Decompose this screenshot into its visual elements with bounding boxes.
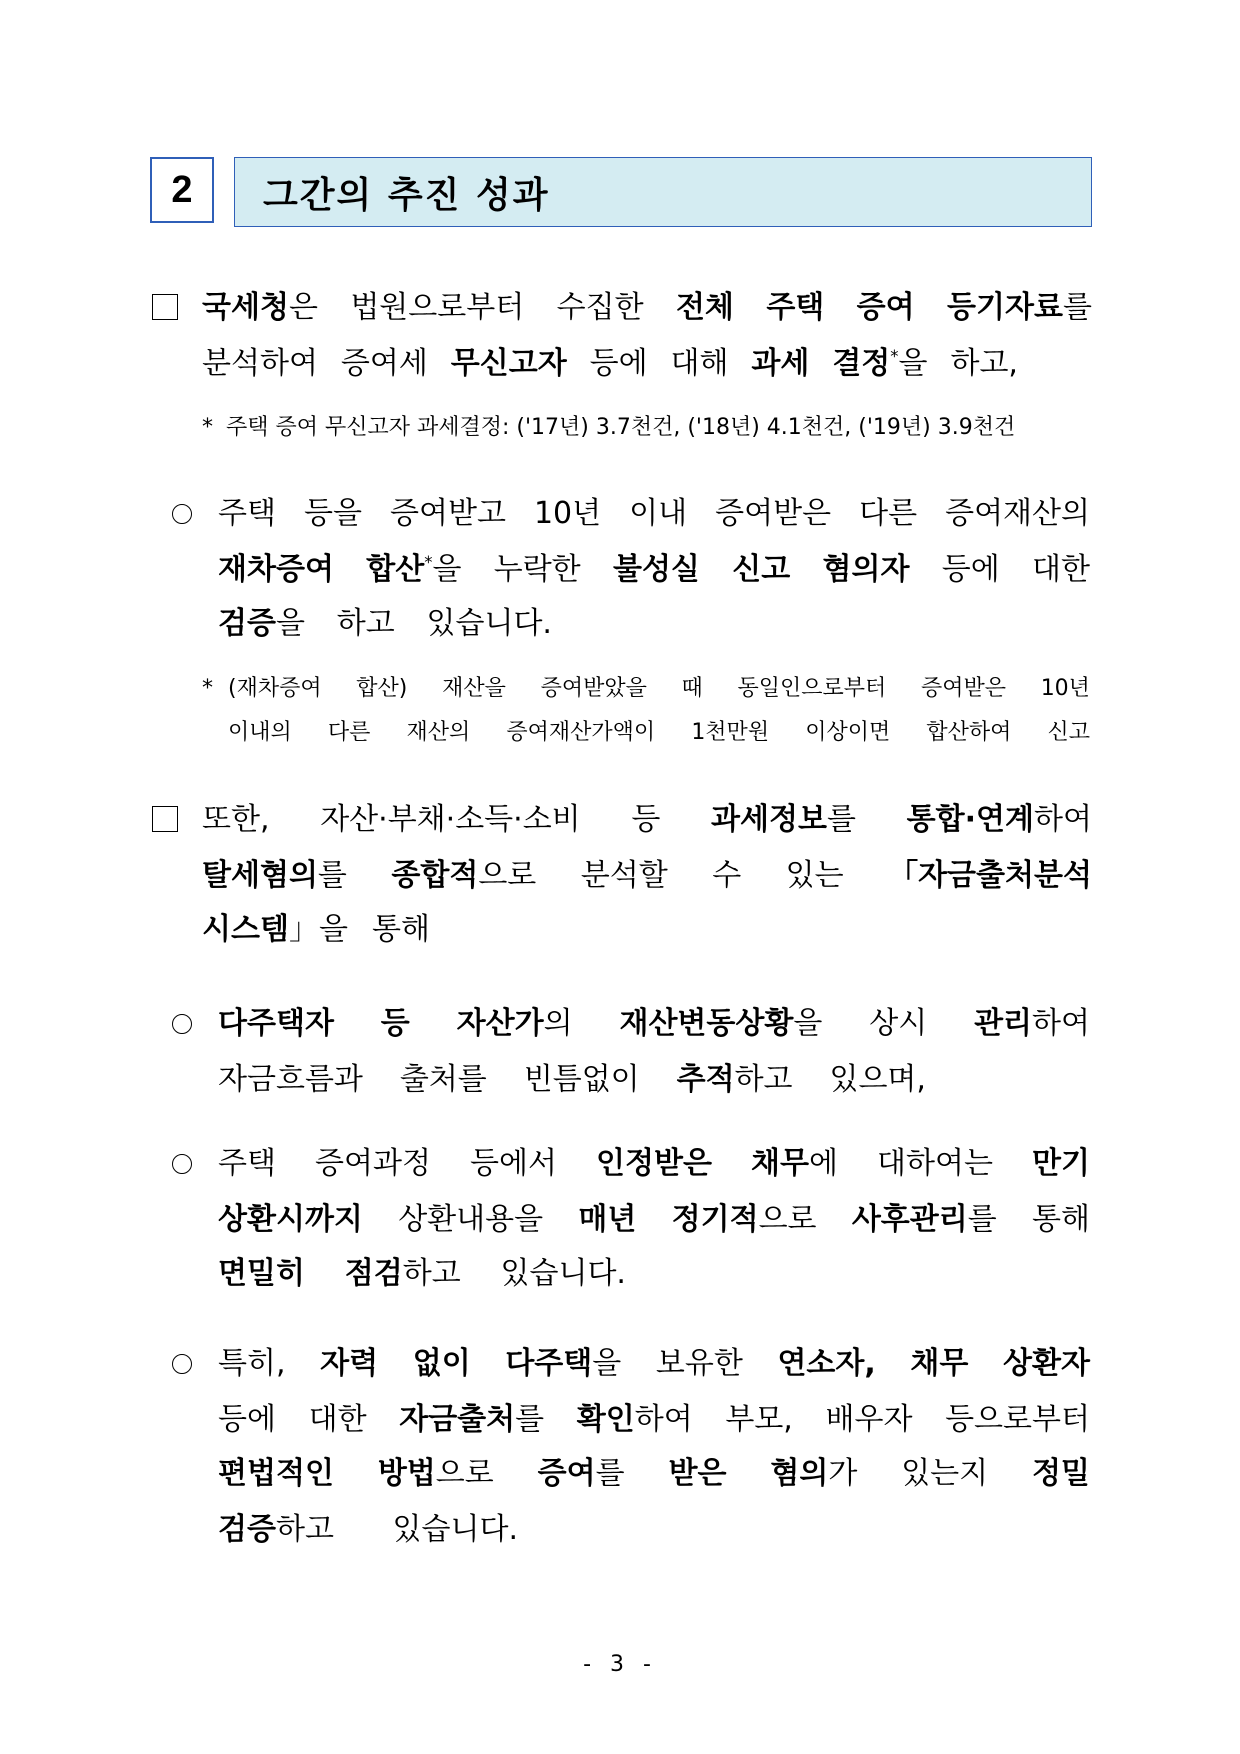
text-run: 의	[543, 1006, 573, 1041]
text-run: 있는	[785, 858, 844, 893]
text-run: 합산	[366, 552, 425, 587]
text-run: 를	[595, 1456, 625, 1491]
text-run: 등에	[589, 346, 648, 381]
text-run: 상환자	[1003, 1346, 1090, 1381]
text-run: 를	[826, 802, 856, 837]
text-run: 신고	[732, 552, 791, 587]
paragraph-line	[202, 288, 1092, 328]
text-run: 대한	[1032, 552, 1090, 587]
text-run: 합산하여	[926, 720, 1012, 745]
text-run: 를	[1062, 290, 1092, 325]
checkbox-bullet	[152, 294, 178, 320]
text-run: 자력	[320, 1346, 379, 1381]
text-run: 관리	[974, 1006, 1033, 1041]
text-run: 대한	[308, 1402, 367, 1437]
paragraph-line	[202, 910, 430, 950]
text-run: 법원으로부터	[350, 290, 525, 325]
text-run: 증여	[537, 1456, 596, 1491]
text-run: 보유한	[655, 1346, 743, 1381]
text-run: 사후관리	[851, 1202, 968, 1237]
text-run: 통해	[372, 912, 430, 947]
text-run: 결정	[832, 346, 891, 381]
text-run: 을	[592, 1346, 622, 1381]
text-run: 혐의자	[822, 552, 910, 587]
paragraph-line	[218, 1344, 1090, 1384]
text-run: 등에	[941, 552, 1000, 587]
page-number: - 3 -	[583, 1652, 657, 1677]
text-run: 주택	[766, 290, 825, 325]
paragraph-line	[218, 1060, 926, 1100]
text-run: 또한,	[202, 802, 270, 837]
text-run: 신고	[1047, 720, 1090, 745]
text-run: 검증	[218, 606, 276, 641]
text-run: 인정받은	[596, 1146, 712, 1181]
footnote-mark: *	[890, 347, 899, 366]
text-run: 상환시까지	[218, 1202, 363, 1237]
paragraph-line	[218, 550, 1090, 590]
text-run: 있습니다.	[392, 1512, 518, 1547]
text-run: 하여	[1032, 1006, 1090, 1041]
text-run: 불성실	[612, 552, 700, 587]
text-run: 다른	[327, 720, 371, 745]
text-run: 하여	[634, 1402, 693, 1437]
text-run: 있는지	[901, 1456, 989, 1491]
text-run: 전체	[675, 290, 734, 325]
text-run: 특히,	[218, 1346, 286, 1381]
section-title: 그간의 추진 성과	[263, 174, 550, 216]
text-run: 있습니다.	[426, 606, 552, 641]
text-run: 10년	[1040, 676, 1090, 701]
text-run: 은	[288, 290, 318, 325]
text-run: 추적	[676, 1062, 735, 1097]
paragraph-line	[202, 856, 1092, 896]
section-number-box	[150, 157, 214, 223]
text-run: 을	[275, 606, 305, 641]
circle-bullet	[172, 504, 192, 524]
text-run: 하고	[275, 1512, 334, 1547]
text-run: 등	[380, 1006, 410, 1041]
text-run: 부모,	[725, 1402, 793, 1437]
text-run: 자산가	[456, 1006, 544, 1041]
text-run: 증여재산의	[945, 496, 1090, 531]
text-run: 등	[631, 802, 661, 837]
text-run: 「자금출처분석	[888, 858, 1092, 893]
text-run: 면밀히	[218, 1256, 305, 1291]
section-number: 2	[171, 168, 193, 211]
paragraph-line	[202, 800, 1092, 840]
text-run: 자금흐름과	[218, 1062, 363, 1097]
text-run: 대하여는	[877, 1146, 993, 1181]
text-run: 때	[681, 676, 703, 701]
note-line	[228, 674, 1090, 704]
text-run: 통합·연계	[906, 802, 1034, 837]
text-run: 등으로부터	[945, 1402, 1090, 1437]
text-run: 받은	[668, 1456, 727, 1491]
text-run: 정밀	[1032, 1456, 1090, 1491]
text-run: 정기적	[671, 1202, 759, 1237]
text-run: 하고	[734, 1062, 793, 1097]
text-run: 증여세	[340, 346, 428, 381]
text-run: 방법	[377, 1456, 436, 1491]
paragraph-line	[218, 494, 1090, 534]
paragraph-line	[218, 1510, 518, 1550]
text-run: 과세	[751, 346, 810, 381]
text-run: 으로	[758, 1202, 817, 1237]
text-run: 증여받고	[390, 496, 506, 531]
text-run: 국세청	[202, 290, 289, 325]
paragraph-line	[218, 1004, 1090, 1044]
text-run: 통해	[1032, 1202, 1090, 1237]
text-run: 매년	[578, 1202, 637, 1237]
text-run: 다주택자	[218, 1006, 334, 1041]
text-run: 빈틈없이	[523, 1062, 640, 1097]
text-run: 하고	[336, 606, 395, 641]
circle-bullet	[172, 1354, 192, 1374]
text-run: 상시	[869, 1006, 928, 1041]
text-run: 자금출처	[399, 1402, 516, 1437]
text-run: 에	[808, 1146, 838, 1181]
text-run: 증여받은	[715, 496, 832, 531]
text-run: 과세정보	[711, 802, 827, 837]
note-text: 주택 증여 무신고자 과세결정: ('17년) 3.7천건, ('18년) 4.1천건, ('19년) 3.9천건	[226, 415, 1016, 440]
text-run: 탈세혐의	[202, 858, 318, 893]
text-run: 혐의	[770, 1456, 829, 1491]
text-run: 으로	[478, 858, 537, 893]
text-run: 10년	[533, 496, 602, 531]
text-run: 」을	[288, 912, 348, 947]
circle-bullet	[172, 1154, 192, 1174]
text-run: 주택	[218, 1146, 276, 1181]
note-asterisk: *	[202, 415, 213, 440]
paragraph-line	[218, 604, 552, 644]
text-run: 재산의	[406, 720, 471, 745]
text-run: 가	[828, 1456, 858, 1491]
text-run: 동일인으로부터	[737, 676, 887, 701]
text-run: 배우자	[825, 1402, 913, 1437]
text-run: 을	[432, 552, 462, 587]
note-asterisk: *	[202, 676, 213, 701]
note-line	[228, 718, 1090, 748]
text-run: 대해	[670, 346, 729, 381]
text-run: 주택	[218, 496, 276, 531]
text-run: 증여	[856, 290, 915, 325]
footnote-mark: *	[424, 553, 433, 572]
text-run: 무신고자	[450, 346, 567, 381]
text-run: 분석하여	[202, 346, 318, 381]
text-run: 등에	[218, 1402, 276, 1437]
paragraph-line	[218, 1454, 1090, 1494]
text-run: 만기	[1032, 1146, 1090, 1181]
text-run: 를	[317, 858, 347, 893]
text-run: 증여받았을	[540, 676, 647, 701]
text-run: 종합적	[391, 858, 479, 893]
text-run: 등에서	[470, 1146, 557, 1181]
text-run: 하고	[402, 1256, 461, 1291]
text-run: 누락한	[493, 552, 581, 587]
text-run: 점검	[344, 1256, 403, 1291]
text-run: 재차증여	[218, 552, 334, 587]
text-run: 검증	[218, 1512, 276, 1547]
text-run: 등기자료	[947, 290, 1063, 325]
text-run: 합산)	[356, 676, 408, 701]
text-run: 1천만원	[691, 720, 770, 745]
paragraph-line	[202, 344, 1018, 384]
text-run: 확인	[576, 1402, 635, 1437]
text-run: 채무	[910, 1346, 969, 1381]
text-run: 있으며,	[829, 1062, 926, 1097]
text-run: 수집한	[556, 290, 644, 325]
text-run: 분석할	[580, 858, 668, 893]
text-run: 으로	[435, 1456, 494, 1491]
text-run: 증여재산가액이	[506, 720, 656, 745]
text-run: 다른	[859, 496, 918, 531]
section-title-box	[234, 157, 1092, 227]
text-run: 수	[712, 858, 742, 893]
text-run: 출처를	[399, 1062, 487, 1097]
text-run: 재산변동상황	[619, 1006, 794, 1041]
paragraph-line	[218, 1144, 1090, 1184]
text-run: 있습니다.	[500, 1256, 626, 1291]
text-run: 재산을	[442, 676, 506, 701]
text-run: 채무	[751, 1146, 809, 1181]
text-run: 하고,	[950, 346, 1018, 381]
text-run: 편법적인	[218, 1456, 334, 1491]
text-run: 시스템	[202, 912, 289, 947]
text-run: 을	[793, 1006, 823, 1041]
circle-bullet	[172, 1014, 192, 1034]
text-run: 이내	[629, 496, 688, 531]
text-run: 다주택	[505, 1346, 593, 1381]
paragraph-line	[218, 1254, 626, 1294]
text-run: 없이	[412, 1346, 471, 1381]
text-run: 이내의	[228, 720, 292, 745]
text-run: 하여	[1033, 802, 1092, 837]
text-run: (재차증여	[228, 676, 322, 701]
text-run: 를	[967, 1202, 997, 1237]
text-run: 을	[898, 346, 928, 381]
text-run: 상환내용을	[398, 1202, 544, 1237]
text-run: 증여받은	[920, 676, 1006, 701]
text-run: 증여과정	[315, 1146, 431, 1181]
text-run: 이상이면	[805, 720, 891, 745]
text-run: 를	[515, 1402, 545, 1437]
checkbox-bullet	[152, 806, 178, 832]
paragraph-line	[218, 1400, 1090, 1440]
text-run: 자산·부채·소득·소비	[320, 802, 581, 837]
text-run: 연소자,	[777, 1346, 876, 1381]
text-run: 등을	[304, 496, 362, 531]
paragraph-line	[218, 1200, 1090, 1240]
